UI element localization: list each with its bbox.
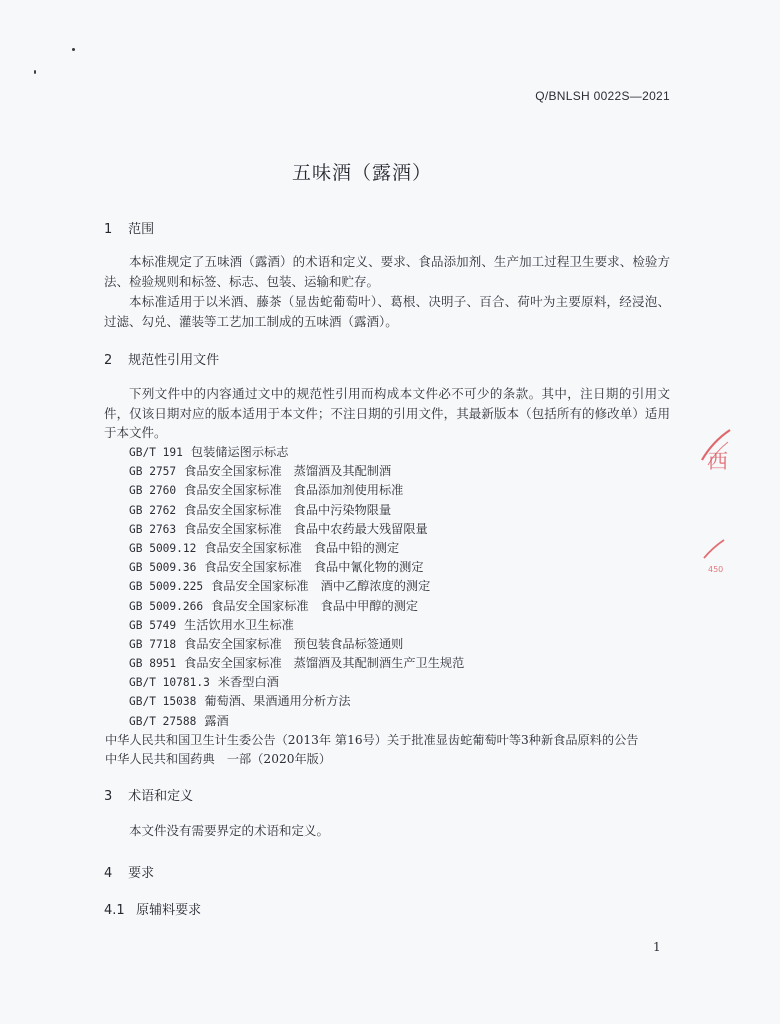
terms-paragraph: 本文件没有需要界定的术语和定义。 <box>129 823 330 838</box>
reference-item: GB 2762 食品安全国家标准 食品中污染物限量 <box>129 502 392 517</box>
scope-paragraph-1: 本标准规定了五味酒（露酒）的术语和定义、要求、食品添加剂、生产加工过程卫生要求、检验方法、检验规则和标签、标志、包装、运输和贮存。 <box>104 254 670 289</box>
reference-item: GB 5009.12 食品安全国家标准 食品中铅的测定 <box>129 540 400 555</box>
document-title: 五味酒（露酒） <box>291 162 432 184</box>
reference-item: GB 2757 食品安全国家标准 蒸馏酒及其配制酒 <box>129 464 392 479</box>
reference-item: GB/T 10781.3 米香型白酒 <box>129 675 279 690</box>
section-4-1-heading <box>104 899 201 918</box>
reference-item: GB/T 27588 露酒 <box>129 713 229 728</box>
subsection-number: 4.1 <box>104 903 125 918</box>
reference-item: 中华人民共和国药典 一部（2020年版） <box>105 752 332 766</box>
seal-digits: 450 <box>708 565 724 574</box>
section-4-heading <box>104 862 154 881</box>
section-3-heading <box>104 785 193 804</box>
reference-item: GB 8951 食品安全国家标准 蒸馏酒及其配制酒生产卫生规范 <box>129 656 465 671</box>
seal-ring-lower <box>704 540 724 558</box>
reference-item: GB 5749 生活饮用水卫生标准 <box>129 617 294 632</box>
reference-item: GB 2760 食品安全国家标准 食品添加剂使用标准 <box>129 483 404 498</box>
reference-item: 中华人民共和国卫生计生委公告（2013年 第16号）关于批准显齿蛇葡萄叶等3种新食品原料的公告 <box>105 732 639 747</box>
reference-item: GB 5009.225 食品安全国家标准 酒中乙醇浓度的测定 <box>129 579 431 594</box>
seal-stamp <box>690 420 780 620</box>
document-number: Q/BNLSH 0022S—2021 <box>535 89 670 103</box>
section-title: 要求 <box>128 866 155 881</box>
reference-item: GB 7718 食品安全国家标准 预包装食品标签通则 <box>129 636 404 651</box>
normative-paragraph: 下列文件中的内容通过文中的规范性引用而构成本文件必不可少的条款。其中，注日期的引用文件，仅该日期对应的版本适用于本文件；不注日期的引用文件，其最新版本（包括所有的修改单）适用于本文件。 <box>104 386 670 440</box>
reference-item: GB 5009.266 食品安全国家标准 食品中甲醇的测定 <box>129 598 419 613</box>
reference-list <box>105 443 689 769</box>
scope-paragraph-2: 本标准适用于以米酒、藤茶（显齿蛇葡萄叶）、葛根、决明子、百合、荷叶为主要原料，经浸泡、过滤、勾兑、灌装等工艺加工制成的五味酒（露酒）。 <box>104 294 670 329</box>
section-number: 3 <box>104 789 113 804</box>
section-number: 1 <box>104 222 113 237</box>
section-title: 术语和定义 <box>128 789 194 804</box>
section-number: 4 <box>104 866 113 881</box>
reference-item: GB/T 191 包装储运图示标志 <box>129 445 289 459</box>
section-number: 2 <box>104 353 113 368</box>
reference-item: GB/T 15038 葡萄酒、果酒通用分析方法 <box>129 694 351 709</box>
scan-speck <box>34 70 36 74</box>
section-title: 规范性引用文件 <box>128 353 220 368</box>
section-title: 范围 <box>128 222 155 237</box>
reference-item: GB 5009.36 食品安全国家标准 食品中氰化物的测定 <box>129 560 424 575</box>
seal-glyph: 西 <box>708 449 728 473</box>
reference-item: GB 2763 食品安全国家标准 食品中农药最大残留限量 <box>129 521 428 536</box>
page-number: 1 <box>653 940 661 954</box>
subsection-title: 原辅料要求 <box>136 903 202 918</box>
section-1-heading <box>104 218 154 237</box>
scan-speck <box>72 48 75 51</box>
section-2-heading <box>104 349 219 368</box>
